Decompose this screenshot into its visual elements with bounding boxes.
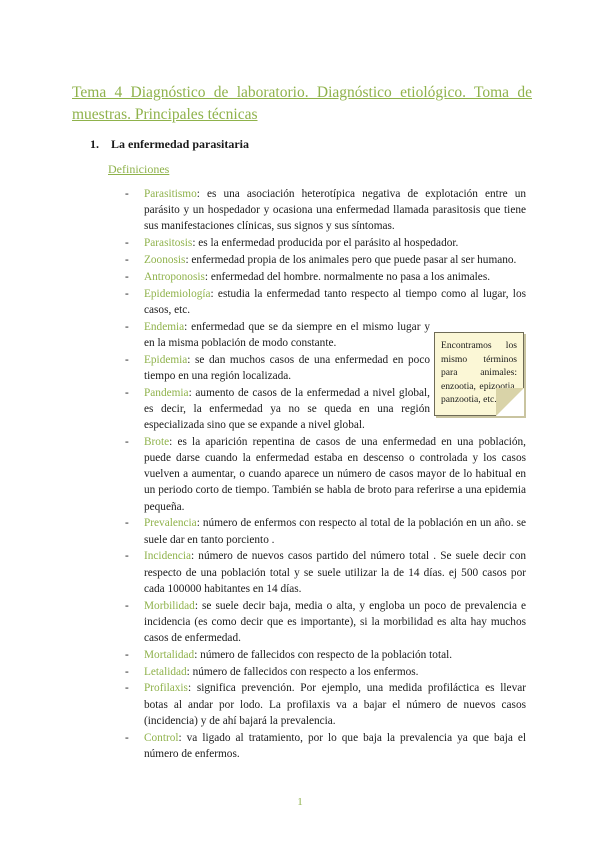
definition-term: Antroponosis (144, 270, 205, 283)
page-title: Tema 4 Diagnóstico de laboratorio. Diagnóstico etiológico. Toma de muestras. Principales técnicas (72, 84, 532, 123)
definition-text: : va ligado al tratamiento, por lo que baja la prevalencia ya que baja el número de enfermos. (144, 731, 526, 760)
section-label: La enfermedad parasitaria (111, 137, 249, 151)
definition-item: - Epidemia: se dan muchos casos de una enfermedad en poco tiempo en una región localizada. (125, 353, 430, 382)
definition-text: : es la enfermedad producida por el parásito al hospedador. (192, 237, 459, 250)
definition-term: Prevalencia (144, 517, 197, 530)
definition-term: Parasitismo (144, 188, 197, 200)
definition-text: : número de fallecidos con respecto de la población total. (194, 648, 453, 661)
definition-text: : se suele decir baja, media o alta, y engloba un poco de prevalencia e incidencia (es como decir que es importante), si la morbilidad es alta hay muchos casos de enfermedad. (144, 599, 526, 645)
definition-term: Epidemia (144, 353, 188, 366)
definition-item: - Morbilidad: se suele decir baja, media o alta, y engloba un poco de prevalencia e incidencia (es como decir que es importante), si la morbilidad es alta hay muchos casos de enfermedad. (125, 599, 526, 645)
definition-item: - Brote: es la aparición repentina de casos de una enfermedad en una población, puede darse cuando la enfermedad estaba en descenso o controlada y los casos vuelven a aumentar, o cuando aparece un número de casos mayor de lo habitual en un periodo corto de tiempo. También se habla de broto para referirse a una epidemia pequeña. (125, 435, 526, 513)
definition-text: : se dan muchos casos de una enfermedad en poco tiempo en una región localizada. (144, 353, 430, 382)
definition-item: - Pandemia: aumento de casos de la enfermedad a nivel global, es decir, la enfermedad ya no se queda en una región especializada sino que se expande a nivel global. (125, 386, 430, 431)
definition-item: - Zoonosis: enfermedad propia de los animales pero que puede pasar al ser humano. (125, 254, 517, 266)
definition-term: Letalidad (144, 665, 187, 678)
sticky-note (434, 332, 524, 416)
definition-text: : enfermedad propia de los animales pero que puede pasar al ser humano. (185, 254, 517, 266)
definition-term: Brote (144, 435, 170, 448)
definition-item: - Mortalidad: número de fallecidos con respecto de la población total. (125, 648, 453, 661)
sticky-note-text: Encontramos los mismo términos para animales: enzootia, epizootia, panzootia, etc. (441, 340, 517, 405)
definition-term: Endemia (144, 320, 185, 333)
definition-text: : enfermedad del hombre. normalmente no pasa a los animales. (204, 270, 491, 283)
definition-item: - Control: va ligado al tratamiento, por lo que baja la prevalencia ya que baja el número de enfermos. (125, 731, 526, 760)
definition-item: - Prevalencia: número de enfermos con respecto al total de la población en un año. se suele dar en tanto porciento . (125, 517, 526, 546)
definitions-list (125, 186, 526, 763)
definition-item: - Incidencia: número de nuevos casos partido del número total . Se suele decir con respecto de una población total y se suele utilizar la de 14 días. ej 500 casos por cada 100000 habitantes en 14 días. (125, 550, 526, 595)
subsection-heading: Definiciones (108, 162, 170, 176)
definition-term: Epidemiología (144, 287, 211, 300)
definition-term: Control (144, 731, 179, 744)
definition-text: : aumento de casos de la enfermedad a nivel global, es decir, la enfermedad ya no se queda en una región especializada sino que se expande a nivel global. (144, 386, 430, 431)
definition-item: - Epidemiología: estudia la enfermedad tanto respecto al tiempo como al lugar, los casos, etc. (125, 287, 526, 316)
definition-item: - Parasitosis: es la enfermedad producida por el parásito al hospedador. (125, 237, 459, 250)
definition-term: Profilaxis (144, 682, 188, 695)
definition-text: : número de fallecidos con respecto a los enfermos. (186, 665, 419, 678)
definition-text: : número de enfermos con respecto al total de la población en un año. se suele dar en tanto porciento . (144, 517, 526, 546)
definition-item: - Profilaxis: significa prevención. Por ejemplo, una medida profiláctica es llevar botas al andar por lodo. La profilaxis va a bajar el número de nuevos casos (incidencia) y de ahí bajará la prevalencia. (125, 682, 526, 727)
definition-text: : enfermedad que se da siempre en el mismo lugar y en la misma población de modo constante. (144, 320, 430, 349)
definition-item: - Antroponosis: enfermedad del hombre. normalmente no pasa a los animales. (125, 270, 491, 283)
definition-term: Pandemia (144, 386, 189, 399)
definition-text: : es la aparición repentina de casos de una enfermedad en una población, puede darse cuando la enfermedad estaba en descenso o controlada y los casos vuelven a aumentar, o cuando aparece un número de casos mayor de lo habitual en un periodo corto de tiempo. También se habla de broto para referirse a una epidemia pequeña. (144, 435, 526, 513)
definition-item: - Endemia: enfermedad que se da siempre en el mismo lugar y en la misma población de modo constante. (125, 320, 430, 349)
definition-term: Parasitosis (144, 237, 193, 250)
page-number: 1 (297, 796, 303, 808)
note-fold-corner (496, 388, 524, 416)
definition-text: : significa prevención. Por ejemplo, una medida profiláctica es llevar botas al andar por lodo. La profilaxis va a bajar el número de nuevos casos (incidencia) y de ahí bajará la prevalencia. (144, 682, 526, 727)
definition-term: Morbilidad (144, 599, 195, 612)
section-heading (90, 137, 249, 152)
definition-item: - Letalidad: número de fallecidos con respecto a los enfermos. (125, 665, 419, 678)
section-number: 1. (90, 137, 99, 151)
definition-text: : es una asociación heterotípica negativa de explotación entre un parásito y un hospedador y ocasiona una enfermedad llamada parasitosis que tiene sus manifestaciones clínicas, sus signos y sus síntomas. (144, 188, 526, 233)
definition-text: : estudia la enfermedad tanto respecto al tiempo como al lugar, los casos, etc. (144, 287, 526, 316)
definition-term: Mortalidad (144, 648, 195, 661)
definition-term: Zoonosis (144, 254, 186, 266)
definition-term: Incidencia (144, 550, 192, 563)
definition-text: : número de nuevos casos partido del número total . Se suele decir con respecto de una población total y se suele utilizar la de 14 días. ej 500 casos por cada 100000 habitantes en 14 días. (144, 550, 526, 595)
definition-item: - Parasitismo: es una asociación heterotípica negativa de explotación entre un parásito y un hospedador y ocasiona una enfermedad llamada parasitosis que tiene sus manifestaciones clínicas, sus signos y sus síntomas. (125, 188, 526, 233)
